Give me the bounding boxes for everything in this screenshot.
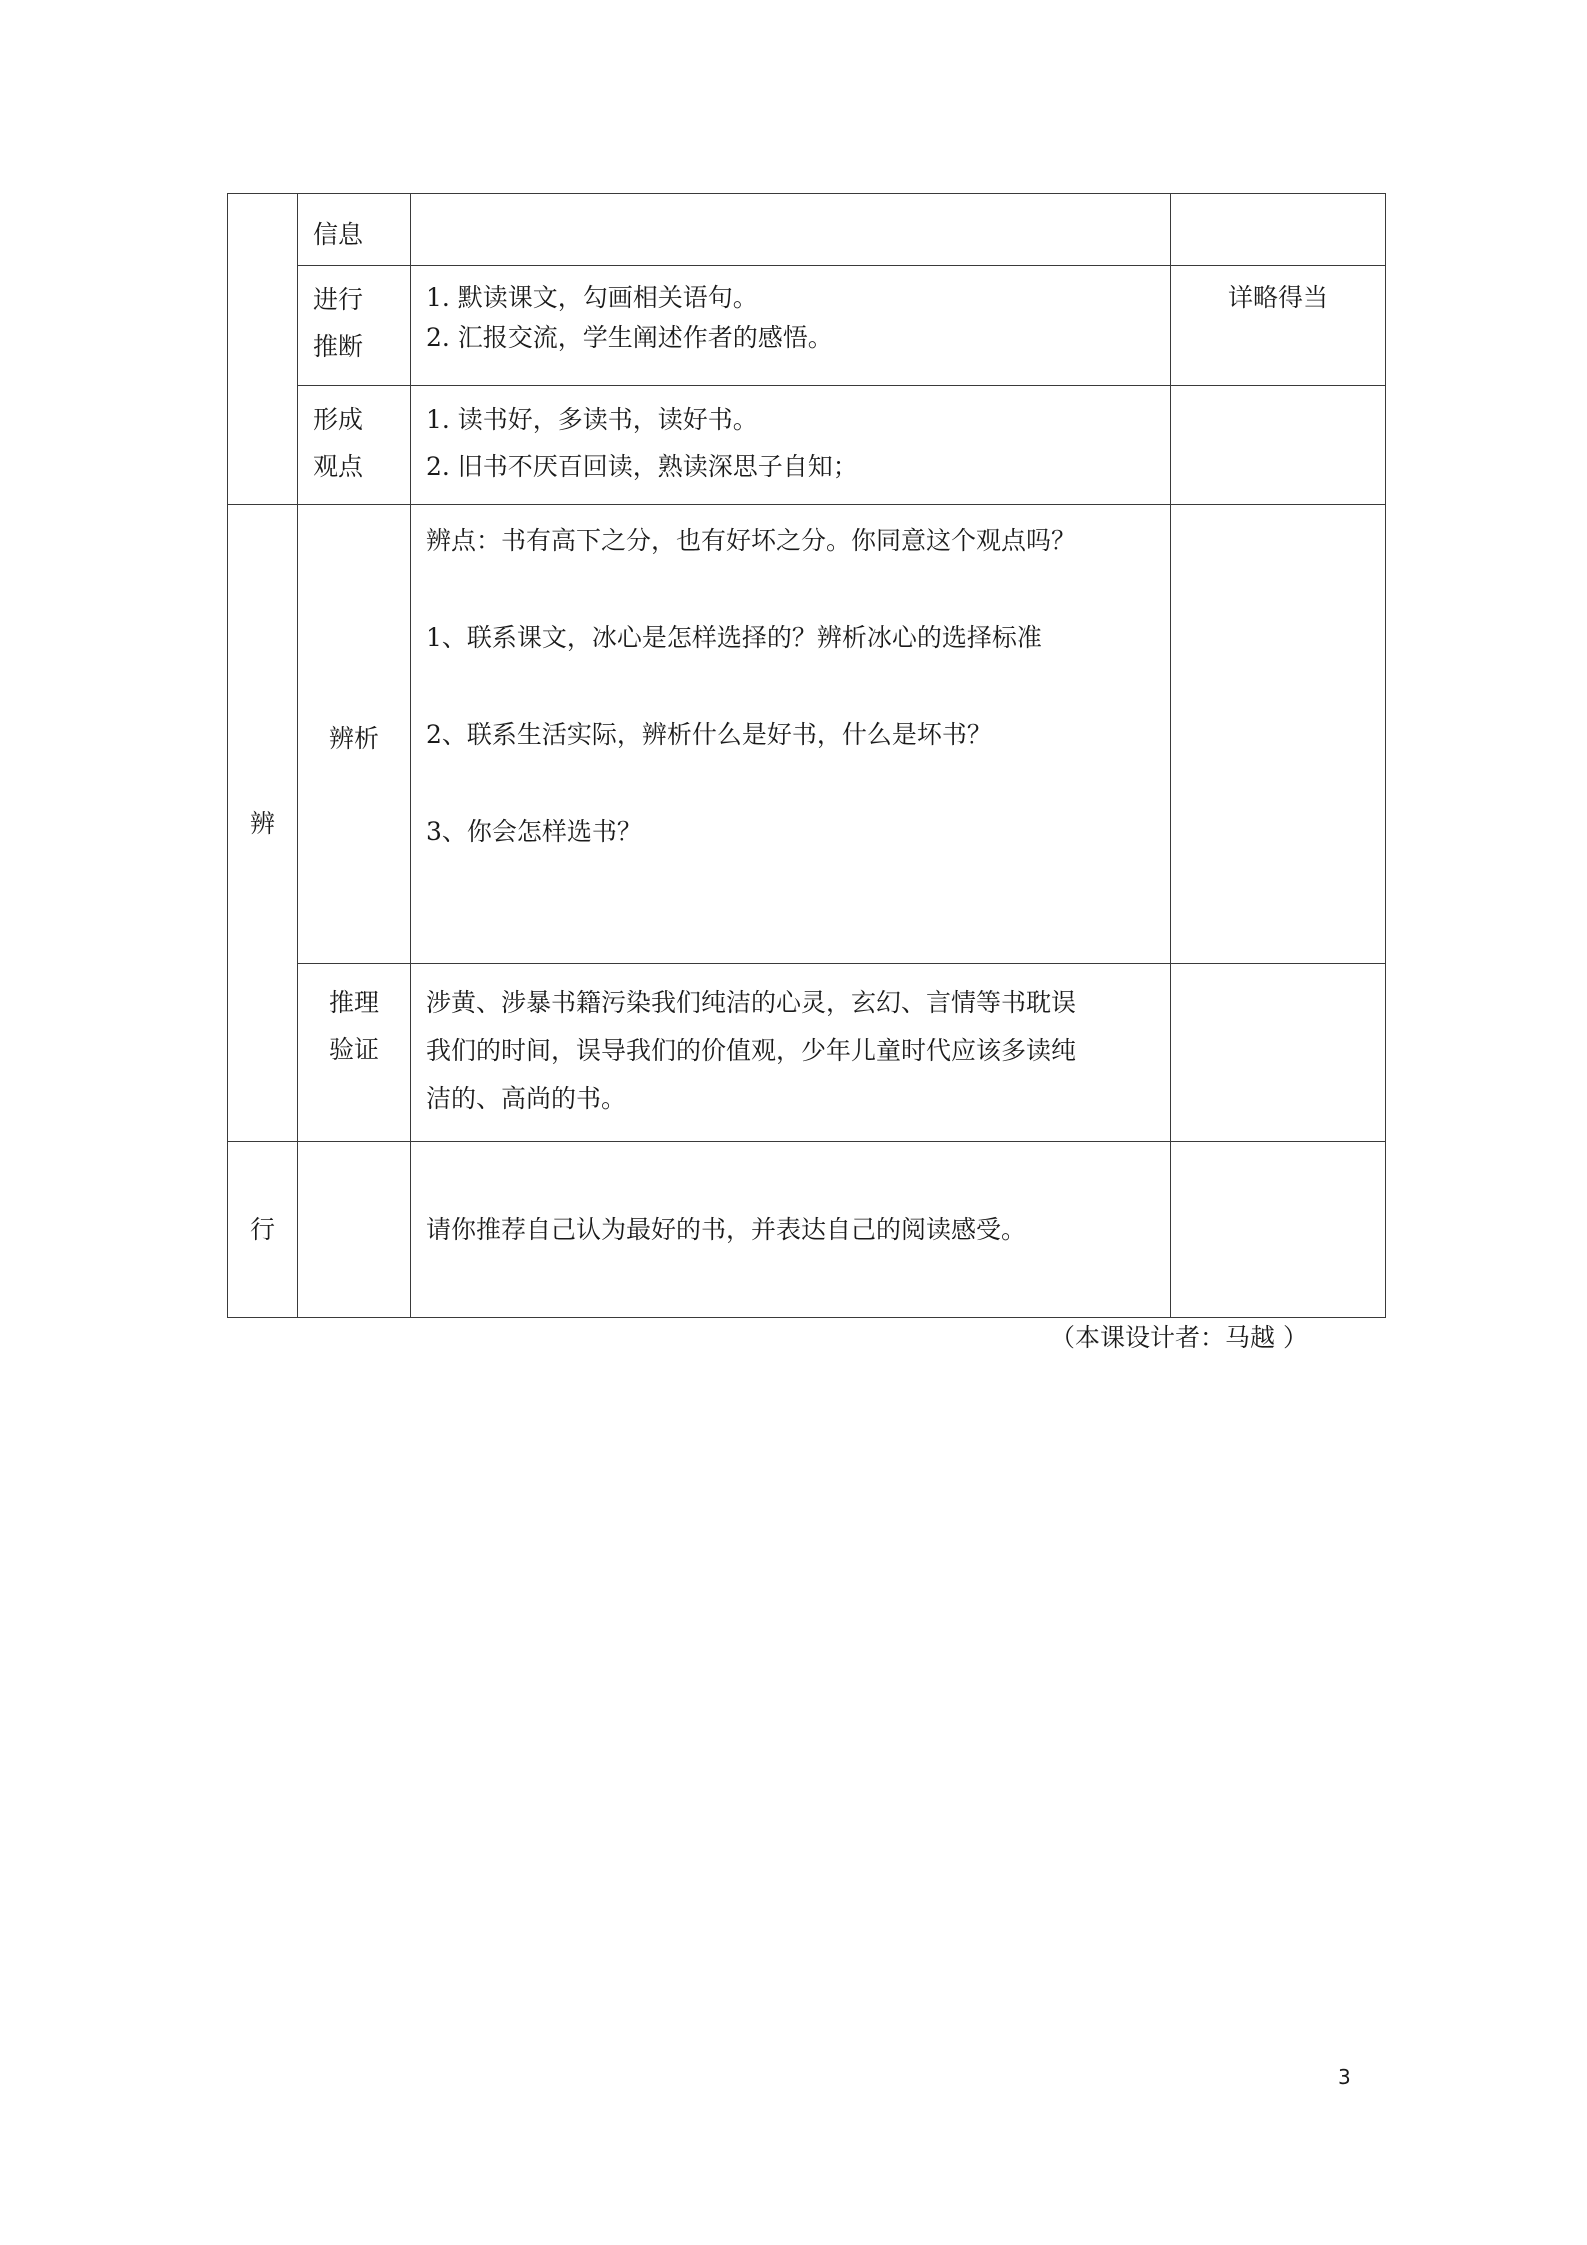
table-row bbox=[228, 194, 1386, 266]
page-number: 3 bbox=[1338, 2065, 1351, 2089]
table-row bbox=[228, 266, 1386, 386]
step-cell: 进行 推断 bbox=[298, 266, 411, 386]
stage-cell-bian: 辨 bbox=[228, 505, 298, 1142]
lesson-plan-table bbox=[227, 193, 1386, 1318]
content-cell bbox=[411, 194, 1171, 266]
note-cell bbox=[1171, 386, 1386, 505]
note-cell: 详略得当 bbox=[1171, 266, 1386, 386]
step-cell bbox=[298, 1142, 411, 1318]
table-row bbox=[228, 386, 1386, 505]
content-cell: 涉黄、涉暴书籍污染我们纯洁的心灵，玄幻、言情等书耽误 我们的时间，误导我们的价值观，少年儿童时代应该多读纯 洁的、高尚的书。 bbox=[411, 964, 1171, 1142]
step-cell: 推理 验证 bbox=[298, 964, 411, 1142]
note-cell bbox=[1171, 964, 1386, 1142]
content-cell: 辨点：书有高下之分，也有好坏之分。你同意这个观点吗？ 1、联系课文，冰心是怎样选择的？辨析冰心的选择标准 2、联系生活实际，辨析什么是好书，什么是坏书？ 3、你会怎样选书？ bbox=[411, 505, 1171, 964]
step-cell: 形成 观点 bbox=[298, 386, 411, 505]
designer-credit: （本课设计者：马越 ） bbox=[1050, 1323, 1308, 1352]
note-cell bbox=[1171, 194, 1386, 266]
content-cell: 请你推荐自己认为最好的书，并表达自己的阅读感受。 bbox=[411, 1142, 1171, 1318]
table-row bbox=[228, 505, 1386, 964]
note-cell bbox=[1171, 505, 1386, 964]
step-cell: 辨析 bbox=[298, 505, 411, 964]
note-cell bbox=[1171, 1142, 1386, 1318]
stage-cell-empty bbox=[228, 194, 298, 505]
stage-cell-xing: 行 bbox=[228, 1142, 298, 1318]
table-row bbox=[228, 964, 1386, 1142]
content-cell: 1. 读书好，多读书，读好书。 2. 旧书不厌百回读，熟读深思子自知； bbox=[411, 386, 1171, 505]
step-cell: 信息 bbox=[298, 194, 411, 266]
content-cell: 1. 默读课文，勾画相关语句。 2. 汇报交流，学生阐述作者的感悟。 bbox=[411, 266, 1171, 386]
table-row bbox=[228, 1142, 1386, 1318]
